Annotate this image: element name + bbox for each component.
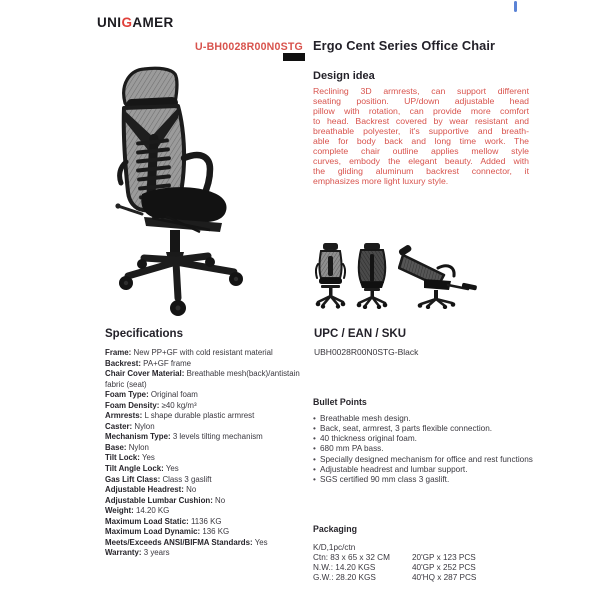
bullet-text: Breathable mesh design. [320,414,411,423]
packaging-row [313,553,533,563]
spec-item [105,401,311,412]
bullet-text: Specially designed mechanism for office and rest functions [320,454,533,464]
spec-label: Foam Type: [105,390,149,400]
spec-label: Foam Density: [105,400,160,410]
spec-label: Adjustable Lumbar Cushion: [105,495,213,505]
spec-item [105,485,311,496]
packaging-container-value: 40'HQ x 287 PCS [412,573,477,583]
packaging-container-value: 40'GP x 252 PCS [412,563,476,573]
spec-item [105,348,311,359]
design-idea-line: able for body back and long time work. The [313,135,529,146]
spec-value: Yes [254,537,268,547]
packaging-intro: K/D,1pc/ctn [313,543,356,552]
spec-item [105,464,311,475]
spec-item [105,517,311,528]
spec-item [105,475,311,486]
spec-value: L shape durable plastic armrest [144,411,255,421]
spec-value: Yes [142,453,155,463]
packaging-heading: Packaging [313,524,358,534]
bullet-marker-icon: • [313,424,316,434]
spec-item [105,422,311,433]
design-idea-line: pillow with rotation, can provide more comfort [313,105,529,116]
spec-label: Base: [105,442,127,452]
spec-item [105,369,311,390]
design-idea-heading: Design idea [313,70,375,82]
spec-label: Meets/Exceeds ANSI/BIFMA Standards: [105,537,253,547]
spec-value: Original foam [150,390,198,400]
spec-label: Gas Lift Class: [105,474,161,484]
spec-item [105,432,311,443]
spec-label: Warranty: [105,548,142,558]
chair-reclined-view-image [398,242,478,309]
packaging-row [313,563,533,573]
spec-value: Class 3 gaslift [162,474,212,484]
packaging-container-value: 20'GP x 123 PCS [412,553,476,562]
spec-label: Frame: [105,348,132,357]
bullet-marker-icon: • [313,414,316,423]
spec-label: Maximum Load Dynamic: [105,527,201,537]
spec-label: Chair Cover Material: [105,369,185,379]
cursor-mark [514,1,517,12]
design-idea-paragraph [313,87,529,187]
spec-label: Caster: [105,421,133,431]
specifications-list [105,348,311,559]
brand-logo [97,15,174,30]
brand-logo-part1: UNI [97,15,122,30]
spec-value: No [215,495,226,505]
chair-back-view-image [355,242,389,309]
bullet-item [313,414,533,424]
bullet-marker-icon: • [313,444,316,454]
spec-value: 136 KG [202,527,230,537]
bullet-item [313,434,533,444]
spec-item [105,453,311,464]
bullet-item [313,424,533,434]
packaging-carton-value: G.W.: 28.20 KGS [313,573,376,583]
spec-value: Nylon [128,442,149,452]
spec-value: Breathable mesh(back)/antistain fabric (seat) [105,369,300,389]
bullet-item [313,455,533,465]
bullet-item [313,444,533,454]
design-idea-line: emphasizes more light luxury style. [313,175,449,186]
bullet-item [313,465,533,475]
spec-value: 1136 KG [190,516,222,526]
spec-label: Backrest: [105,358,141,368]
bullet-marker-icon: • [313,474,316,484]
packaging-carton-value: Ctn: 83 x 65 x 32 CM [313,553,390,562]
upc-heading: UPC / EAN / SKU [314,328,407,340]
spec-value: 14.20 KG [135,506,170,516]
bullet-text: 680 mm PA bass. [320,444,384,454]
spec-value: 3 years [143,548,170,558]
bullet-text: Back, seat, armrest, 3 parts flexible connection. [320,424,493,434]
spec-label: Armrests: [105,411,143,421]
design-idea-line: seating position. UP/down adjustable head [313,95,529,106]
spec-value: Nylon [134,421,155,431]
spec-item [105,496,311,507]
bullet-marker-icon: • [313,454,316,464]
chair-front-view-image [315,242,346,309]
spec-item [105,538,311,549]
design-idea-line: the gliding aluminum backrest connector, it [313,165,529,176]
bullet-text: Adjustable headrest and lumbar support. [320,464,468,474]
spec-value: PA+GF frame [143,358,192,368]
spec-value: No [186,485,197,495]
chair-views-row [315,242,480,309]
design-idea-line: Reclining 3D armrests, can support different [313,86,529,96]
spec-item [105,548,311,559]
main-chair-image [112,66,250,320]
design-idea-line: curves, embody the elegant beauty. Added with [313,155,529,166]
spec-label: Maximum Load Static: [105,516,189,526]
spec-label: Weight: [105,506,134,516]
brand-logo-accent-letter: G [121,15,133,30]
packaging-carton-value: N.W.: 14.20 KGS [313,563,376,573]
bullet-text: 40 thickness original foam. [320,434,417,444]
bullet-marker-icon: • [313,434,316,444]
spec-label: Tilt Angle Lock: [105,464,164,474]
bullet-points-heading: Bullet Points [313,397,367,407]
design-idea-line: to head. Backrest covered by wear resistant and [313,115,529,126]
spec-value: 3 levels tilting mechanism [172,432,263,442]
spec-item [105,390,311,401]
spec-value: Yes [165,464,179,474]
spec-item [105,527,311,538]
spec-value: New PP+GF with cold resistant material [133,348,273,357]
upc-value: UBH0028R00N0STG-Black [314,347,419,357]
spec-item [105,506,311,517]
packaging-rows [313,553,533,583]
code-underline-mark [283,53,305,61]
design-idea-line: complete chair outline applies mellow style [313,145,529,156]
spec-item [105,443,311,454]
brand-logo-part2: AMER [132,15,174,30]
spec-label: Tilt Lock: [105,453,140,463]
bullet-text: SGS certified 90 mm class 3 gaslift. [320,474,450,484]
design-idea-line: breathable polyester, it's supportive and breath- [313,125,529,136]
bullet-item [313,475,533,485]
spec-value: ≥40 kg/m³ [161,400,197,410]
bullet-points-list [313,414,533,485]
page-title: Ergo Cent Series Office Chair [313,38,496,53]
bullet-marker-icon: • [313,464,316,474]
packaging-row [313,573,533,583]
spec-label: Mechanism Type: [105,432,171,442]
spec-item [105,359,311,370]
specifications-heading: Specifications [105,328,183,340]
spec-item [105,411,311,422]
product-code: U-BH0028R00N0STG [195,41,303,53]
spec-label: Adjustable Headrest: [105,485,184,495]
